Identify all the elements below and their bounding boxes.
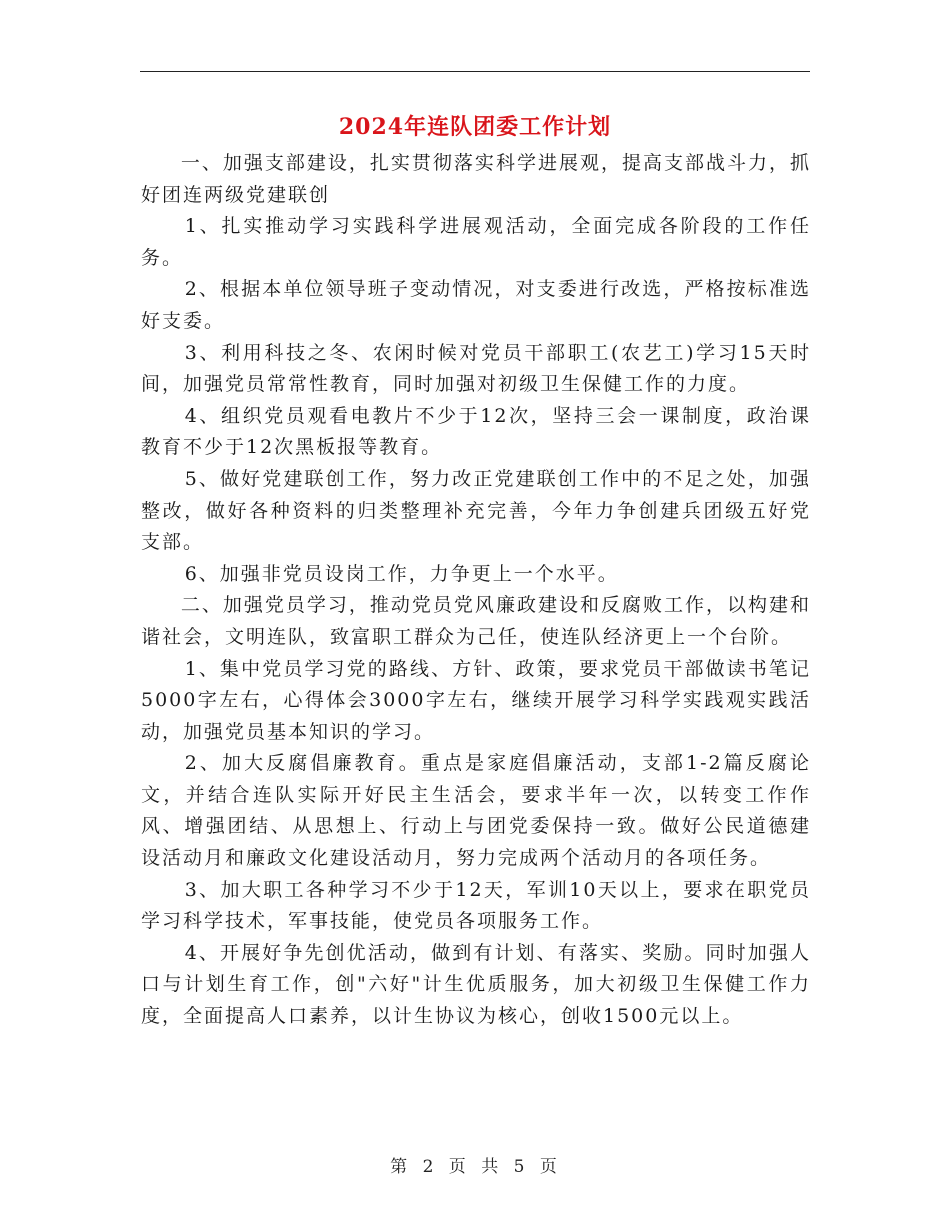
list-item: 5、做好党建联创工作，努力改正党建联创工作中的不足之处，加强整改，做好各种资料的归类整理补充完善，今年力争创建兵团级五好党支部。 xyxy=(141,467,811,554)
list-item: 6、加强非党员设岗工作，力争更上一个水平。 xyxy=(184,562,619,585)
list-item: 4、组织党员观看电教片不少于12次，坚持三会一课制度，政治课教育不少于12次黑板报等教育。 xyxy=(141,404,811,459)
section-heading-2: 二、加强党员学习，推动党员党风廉政建设和反腐败工作，以构建和谐社会，文明连队，致富职工群众为己任，使连队经济更上一个台阶。 xyxy=(141,594,811,648)
document-body xyxy=(141,148,811,1033)
list-item: 2、加大反腐倡廉教育。重点是家庭倡廉活动，支部1-2篇反腐论文，并结合连队实际开好民主生活会，要求半年一次，以转变工作作风、增强团结、从思想上、行动上与团党委保持一致。做好公民道德建设活动月和廉政文化建设活动月，努力完成两个活动月的各项任务。 xyxy=(141,752,811,870)
list-item: 3、加大职工各种学习不少于12天，军训10天以上，要求在职党员学习科学技术，军事技能，使党员各项服务工作。 xyxy=(141,878,811,933)
list-item: 1、扎实推动学习实践科学进展观活动，全面完成各阶段的工作任务。 xyxy=(141,215,811,269)
list-item: 3、利用科技之冬、农闲时候对党员干部职工(农艺工)学习15天时间，加强党员常常性教育，同时加强对初级卫生保健工作的力度。 xyxy=(141,341,811,396)
list-item: 4、开展好争先创优活动，做到有计划、有落实、奖励。同时加强人口与计划生育工作，创"六好"计生优质服务，加大初级卫生保健工作力度，全面提高人口素养，以计生协议为核心，创收1500元以上。 xyxy=(141,941,811,1028)
list-item: 1、集中党员学习党的路线、方针、政策，要求党员干部做读书笔记5000字左右，心得体会3000字左右，继续开展学习科学实践观实践活动，加强党员基本知识的学习。 xyxy=(141,657,811,743)
section-heading-1: 一、加强支部建设，扎实贯彻落实科学进展观，提高支部战斗力，抓好团连两级党建联创 xyxy=(141,152,811,206)
page-number: 第 2 页 共 5 页 xyxy=(390,1157,560,1177)
list-item: 2、根据本单位领导班子变动情况，对支委进行改选，严格按标准选好支委。 xyxy=(141,278,811,332)
header-rule xyxy=(140,71,810,72)
document-title: 2024年连队团委工作计划 xyxy=(338,114,612,140)
